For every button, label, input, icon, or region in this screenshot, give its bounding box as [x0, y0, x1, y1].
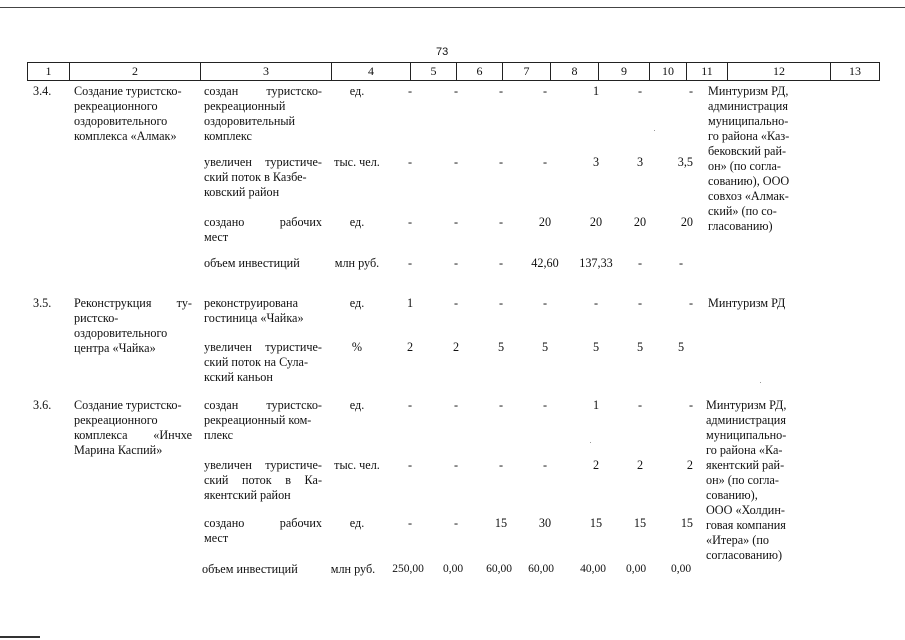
value-cell: -	[453, 296, 459, 310]
value-cell: 2	[636, 458, 644, 472]
value-cell: -	[407, 84, 413, 98]
value-cell: -	[688, 84, 693, 98]
row-number: 3.6.	[33, 398, 52, 412]
value-cell: 30	[538, 516, 552, 530]
value-cell: -	[498, 296, 504, 310]
unit: %	[351, 340, 363, 354]
value-cell: -	[407, 256, 413, 270]
value-cell: -	[407, 398, 413, 412]
value-cell: -	[637, 296, 643, 310]
value-cell: 60,00	[486, 563, 512, 575]
unit: ед.	[349, 398, 365, 412]
value-cell: 0,00	[442, 563, 464, 575]
value-cell: -	[498, 84, 504, 98]
value-cell: 15	[589, 516, 603, 530]
value-cell: -	[542, 296, 548, 310]
value-cell: 250,00	[392, 563, 424, 575]
header-cell: 7	[503, 63, 551, 80]
value-cell: 2	[406, 340, 414, 354]
unit: ед.	[349, 516, 365, 530]
value-cell: 3	[636, 155, 644, 169]
value-cell: -	[453, 398, 459, 412]
value-cell: 3	[592, 155, 600, 169]
value-cell: 40,00	[580, 563, 606, 575]
value-cell: -	[542, 398, 548, 412]
header-cell: 2	[70, 63, 201, 80]
unit: ед.	[349, 215, 365, 229]
value-cell: -	[407, 458, 413, 472]
unit: млн руб.	[334, 256, 380, 270]
value-cell: -	[453, 155, 459, 169]
indicator-text: объем инвестиций	[204, 256, 300, 270]
header-cell: 1	[28, 63, 70, 80]
unit: млн руб.	[330, 562, 376, 576]
value-cell: -	[407, 215, 413, 229]
unit: ед.	[349, 296, 365, 310]
value-cell: 1	[592, 398, 600, 412]
value-cell: -	[453, 84, 459, 98]
indicator-text: объем инвестиций	[202, 562, 298, 576]
value-cell: -	[542, 155, 548, 169]
header-cell: 6	[457, 63, 503, 80]
page-number: 73	[436, 46, 449, 58]
value-cell: -	[637, 84, 643, 98]
value-cell: 0,00	[625, 563, 647, 575]
value-cell: 0,00	[670, 563, 692, 575]
value-cell: -	[593, 296, 599, 310]
value-cell: 20	[633, 215, 647, 229]
scan-speck	[654, 130, 655, 131]
value-cell: -	[498, 215, 504, 229]
header-cell: 4	[332, 63, 411, 80]
value-cell: 42,60	[531, 256, 559, 270]
header-cell: 3	[201, 63, 332, 80]
value-cell: 20	[538, 215, 552, 229]
value-cell: 5	[592, 340, 600, 354]
value-cell: -	[407, 516, 413, 530]
value-cell: -	[678, 256, 684, 270]
row-number: 3.5.	[33, 296, 52, 310]
value-cell: 1	[406, 296, 414, 310]
unit: тыс. чел.	[334, 458, 380, 472]
unit: тыс. чел.	[334, 155, 380, 169]
top-rule	[0, 7, 905, 8]
header-cell: 10	[650, 63, 687, 80]
value-cell: -	[498, 256, 504, 270]
value-cell: 15	[633, 516, 647, 530]
value-cell: -	[498, 458, 504, 472]
value-cell: -	[637, 398, 643, 412]
value-cell: 5	[636, 340, 644, 354]
value-cell: 15	[680, 516, 693, 530]
value-cell: -	[637, 256, 643, 270]
value-cell: -	[498, 155, 504, 169]
value-cell: 15	[494, 516, 508, 530]
scan-edge-mark	[0, 636, 40, 638]
value-cell: 2	[686, 458, 693, 472]
responsible-executor: Минтуризм РД	[708, 296, 786, 310]
header-cell: 12	[728, 63, 831, 80]
value-cell: -	[407, 155, 413, 169]
value-cell: -	[453, 215, 459, 229]
value-cell: -	[453, 516, 459, 530]
value-cell: -	[542, 458, 548, 472]
value-cell: 5	[677, 340, 685, 354]
value-cell: 20	[589, 215, 603, 229]
value-cell: -	[542, 84, 548, 98]
scan-speck	[760, 382, 761, 383]
value-cell: 5	[497, 340, 505, 354]
table-header	[27, 62, 880, 81]
header-cell: 5	[411, 63, 457, 80]
value-cell: 3,5	[677, 155, 693, 169]
header-cell: 11	[687, 63, 728, 80]
value-cell: 2	[592, 458, 600, 472]
value-cell: 20	[680, 215, 693, 229]
value-cell: -	[453, 256, 459, 270]
value-cell: -	[688, 296, 693, 310]
row-number: 3.4.	[33, 84, 52, 98]
value-cell: 5	[541, 340, 549, 354]
value-cell: -	[688, 398, 693, 412]
value-cell: -	[498, 398, 504, 412]
value-cell: -	[453, 458, 459, 472]
scan-speck	[590, 442, 591, 443]
value-cell: 2	[452, 340, 460, 354]
unit: ед.	[349, 84, 365, 98]
value-cell: 1	[592, 84, 600, 98]
header-cell: 9	[599, 63, 650, 80]
header-cell: 8	[551, 63, 599, 80]
value-cell: 137,33	[579, 256, 613, 270]
header-cell: 13	[849, 64, 861, 78]
value-cell: 60,00	[528, 563, 554, 575]
